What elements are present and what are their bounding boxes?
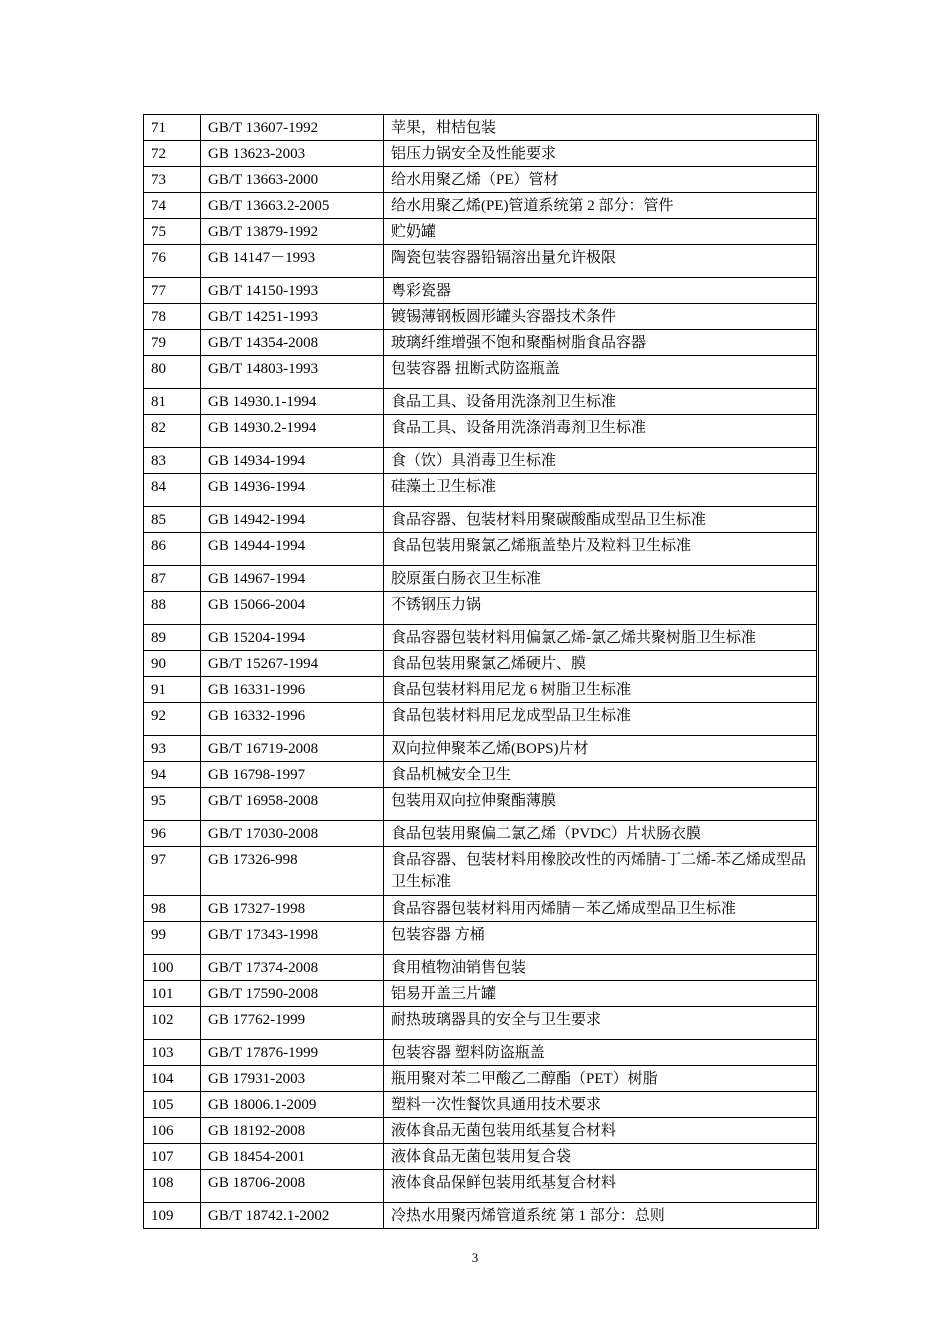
row-number-cell: 108 (144, 1170, 201, 1203)
standards-table (143, 114, 819, 1229)
page-number: 3 (471, 1250, 479, 1265)
table-row (144, 592, 818, 625)
row-number-cell: 78 (144, 304, 201, 330)
row-number-cell: 107 (144, 1144, 201, 1170)
row-number-cell: 84 (144, 474, 201, 507)
row-number-cell: 79 (144, 330, 201, 356)
table-row (144, 278, 818, 304)
row-number-cell: 92 (144, 703, 201, 736)
standard-name-cell: 食品包装材料用尼龙成型品卫生标准 (384, 703, 818, 736)
row-number-cell: 75 (144, 219, 201, 245)
table-row (144, 1040, 818, 1066)
standard-name-cell: 耐热玻璃器具的安全与卫生要求 (384, 1007, 818, 1040)
table-row (144, 1144, 818, 1170)
standard-code-cell: GB 14934-1994 (201, 448, 384, 474)
standard-name-cell: 食品包装材料用尼龙 6 树脂卫生标准 (384, 677, 818, 703)
standard-code-cell: GB 17762-1999 (201, 1007, 384, 1040)
table-row (144, 847, 818, 896)
row-number-cell: 73 (144, 167, 201, 193)
row-number-cell: 71 (144, 115, 201, 141)
standard-code-cell: GB/T 14803-1993 (201, 356, 384, 389)
table-row (144, 736, 818, 762)
table-row (144, 651, 818, 677)
table-row (144, 703, 818, 736)
standard-name-cell: 包装容器 扭断式防盗瓶盖 (384, 356, 818, 389)
standard-code-cell: GB 18006.1-2009 (201, 1092, 384, 1118)
table-row (144, 219, 818, 245)
standard-code-cell: GB 14942-1994 (201, 507, 384, 533)
standard-name-cell: 不锈钢压力锅 (384, 592, 818, 625)
row-number-cell: 90 (144, 651, 201, 677)
standard-code-cell: GB/T 14354-2008 (201, 330, 384, 356)
standard-code-cell: GB 17327-1998 (201, 896, 384, 922)
table-row (144, 356, 818, 389)
standard-code-cell: GB/T 13663-2000 (201, 167, 384, 193)
table-row (144, 677, 818, 703)
table-row (144, 167, 818, 193)
row-number-cell: 99 (144, 922, 201, 955)
table-row (144, 415, 818, 448)
standard-name-cell: 包装容器 塑料防盗瓶盖 (384, 1040, 818, 1066)
standard-name-cell: 食品包装用聚氯乙烯瓶盖垫片及粒料卫生标准 (384, 533, 818, 566)
table-row (144, 1092, 818, 1118)
standard-name-cell: 食品机械安全卫生 (384, 762, 818, 788)
standard-code-cell: GB 18192-2008 (201, 1118, 384, 1144)
row-number-cell: 91 (144, 677, 201, 703)
standard-name-cell: 玻璃纤维增强不饱和聚酯树脂食品容器 (384, 330, 818, 356)
table-row (144, 448, 818, 474)
table-row (144, 625, 818, 651)
table-row (144, 115, 818, 141)
standard-name-cell: 食品容器包装材料用丙烯腈－苯乙烯成型品卫生标准 (384, 896, 818, 922)
row-number-cell: 89 (144, 625, 201, 651)
row-number-cell: 74 (144, 193, 201, 219)
table-row (144, 141, 818, 167)
table-row (144, 1066, 818, 1092)
standard-name-cell: 苹果，柑桔包装 (384, 115, 818, 141)
standard-code-cell: GB/T 14251-1993 (201, 304, 384, 330)
standard-name-cell: 铝易开盖三片罐 (384, 981, 818, 1007)
standard-name-cell: 食品包装用聚氯乙烯硬片、膜 (384, 651, 818, 677)
standard-code-cell: GB/T 14150-1993 (201, 278, 384, 304)
standard-code-cell: GB 13623-2003 (201, 141, 384, 167)
row-number-cell: 97 (144, 847, 201, 896)
table-row (144, 193, 818, 219)
table-row (144, 1170, 818, 1203)
table-row (144, 981, 818, 1007)
standard-name-cell: 粤彩瓷器 (384, 278, 818, 304)
standard-name-cell: 食品工具、设备用洗涤消毒剂卫生标准 (384, 415, 818, 448)
table-row (144, 1203, 818, 1229)
row-number-cell: 81 (144, 389, 201, 415)
table-row (144, 507, 818, 533)
row-number-cell: 95 (144, 788, 201, 821)
standard-code-cell: GB/T 16719-2008 (201, 736, 384, 762)
row-number-cell: 109 (144, 1203, 201, 1229)
row-number-cell: 85 (144, 507, 201, 533)
standard-name-cell: 胶原蛋白肠衣卫生标准 (384, 566, 818, 592)
row-number-cell: 96 (144, 821, 201, 847)
standard-name-cell: 食（饮）具消毒卫生标准 (384, 448, 818, 474)
table-row (144, 922, 818, 955)
standard-name-cell: 液体食品保鲜包装用纸基复合材料 (384, 1170, 818, 1203)
standard-code-cell: GB/T 13663.2-2005 (201, 193, 384, 219)
standard-code-cell: GB 17326-998 (201, 847, 384, 896)
standard-name-cell: 食品容器、包装材料用橡胶改性的丙烯腈-丁二烯-苯乙烯成型品卫生标准 (384, 847, 818, 896)
standard-code-cell: GB 14944-1994 (201, 533, 384, 566)
standard-code-cell: GB 15066-2004 (201, 592, 384, 625)
standard-code-cell: GB 14967-1994 (201, 566, 384, 592)
row-number-cell: 98 (144, 896, 201, 922)
row-number-cell: 105 (144, 1092, 201, 1118)
standard-name-cell: 硅藻土卫生标准 (384, 474, 818, 507)
standard-name-cell: 塑料一次性餐饮具通用技术要求 (384, 1092, 818, 1118)
standard-name-cell: 食用植物油销售包装 (384, 955, 818, 981)
standard-code-cell: GB/T 17590-2008 (201, 981, 384, 1007)
standard-name-cell: 陶瓷包装容器铅镉溶出量允许极限 (384, 245, 818, 278)
standard-name-cell: 双向拉伸聚苯乙烯(BOPS)片材 (384, 736, 818, 762)
standard-name-cell: 液体食品无菌包装用复合袋 (384, 1144, 818, 1170)
row-number-cell: 106 (144, 1118, 201, 1144)
row-number-cell: 104 (144, 1066, 201, 1092)
table-row (144, 1118, 818, 1144)
table-row (144, 533, 818, 566)
table-row (144, 821, 818, 847)
standard-code-cell: GB/T 13607-1992 (201, 115, 384, 141)
table-row (144, 788, 818, 821)
standard-code-cell: GB 14936-1994 (201, 474, 384, 507)
standard-name-cell: 食品包装用聚偏二氯乙烯（PVDC）片状肠衣膜 (384, 821, 818, 847)
standard-name-cell: 瓶用聚对苯二甲酸乙二醇酯（PET）树脂 (384, 1066, 818, 1092)
table-row (144, 304, 818, 330)
standard-name-cell: 冷热水用聚丙烯管道系统 第 1 部分：总则 (384, 1203, 818, 1229)
standard-code-cell: GB 16332-1996 (201, 703, 384, 736)
row-number-cell: 94 (144, 762, 201, 788)
standard-name-cell: 贮奶罐 (384, 219, 818, 245)
standard-name-cell: 铝压力锅安全及性能要求 (384, 141, 818, 167)
row-number-cell: 72 (144, 141, 201, 167)
row-number-cell: 100 (144, 955, 201, 981)
standard-code-cell: GB/T 13879-1992 (201, 219, 384, 245)
row-number-cell: 102 (144, 1007, 201, 1040)
standard-name-cell: 液体食品无菌包装用纸基复合材料 (384, 1118, 818, 1144)
standard-code-cell: GB 14930.2-1994 (201, 415, 384, 448)
row-number-cell: 93 (144, 736, 201, 762)
standard-name-cell: 给水用聚乙烯（PE）管材 (384, 167, 818, 193)
standard-code-cell: GB 18706-2008 (201, 1170, 384, 1203)
standard-code-cell: GB/T 17030-2008 (201, 821, 384, 847)
table-row (144, 955, 818, 981)
row-number-cell: 76 (144, 245, 201, 278)
standard-name-cell: 包装容器 方桶 (384, 922, 818, 955)
standard-code-cell: GB 16331-1996 (201, 677, 384, 703)
row-number-cell: 77 (144, 278, 201, 304)
standard-code-cell: GB/T 15267-1994 (201, 651, 384, 677)
row-number-cell: 82 (144, 415, 201, 448)
standard-name-cell: 食品容器包装材料用偏氯乙烯-氯乙烯共聚树脂卫生标准 (384, 625, 818, 651)
standard-name-cell: 食品容器、包装材料用聚碳酸酯成型品卫生标准 (384, 507, 818, 533)
row-number-cell: 83 (144, 448, 201, 474)
table-row (144, 389, 818, 415)
standard-code-cell: GB 15204-1994 (201, 625, 384, 651)
standard-code-cell: GB 14930.1-1994 (201, 389, 384, 415)
table-row (144, 474, 818, 507)
table-row (144, 330, 818, 356)
row-number-cell: 86 (144, 533, 201, 566)
standard-code-cell: GB/T 16958-2008 (201, 788, 384, 821)
standard-code-cell: GB 18454-2001 (201, 1144, 384, 1170)
table-row (144, 566, 818, 592)
standard-code-cell: GB/T 17374-2008 (201, 955, 384, 981)
table-row (144, 1007, 818, 1040)
standard-name-cell: 包装用双向拉伸聚酯薄膜 (384, 788, 818, 821)
standard-name-cell: 食品工具、设备用洗涤剂卫生标准 (384, 389, 818, 415)
standard-code-cell: GB 17931-2003 (201, 1066, 384, 1092)
standards-table-body (144, 115, 818, 1229)
row-number-cell: 101 (144, 981, 201, 1007)
row-number-cell: 80 (144, 356, 201, 389)
standard-name-cell: 镀锡薄钢板圆形罐头容器技术条件 (384, 304, 818, 330)
standard-code-cell: GB/T 17876-1999 (201, 1040, 384, 1066)
standard-code-cell: GB 14147－1993 (201, 245, 384, 278)
row-number-cell: 103 (144, 1040, 201, 1066)
row-number-cell: 88 (144, 592, 201, 625)
table-row (144, 896, 818, 922)
table-row (144, 762, 818, 788)
standard-code-cell: GB/T 17343-1998 (201, 922, 384, 955)
standard-name-cell: 给水用聚乙烯(PE)管道系统第 2 部分：管件 (384, 193, 818, 219)
standard-code-cell: GB/T 18742.1-2002 (201, 1203, 384, 1229)
table-row (144, 245, 818, 278)
standard-code-cell: GB 16798-1997 (201, 762, 384, 788)
row-number-cell: 87 (144, 566, 201, 592)
